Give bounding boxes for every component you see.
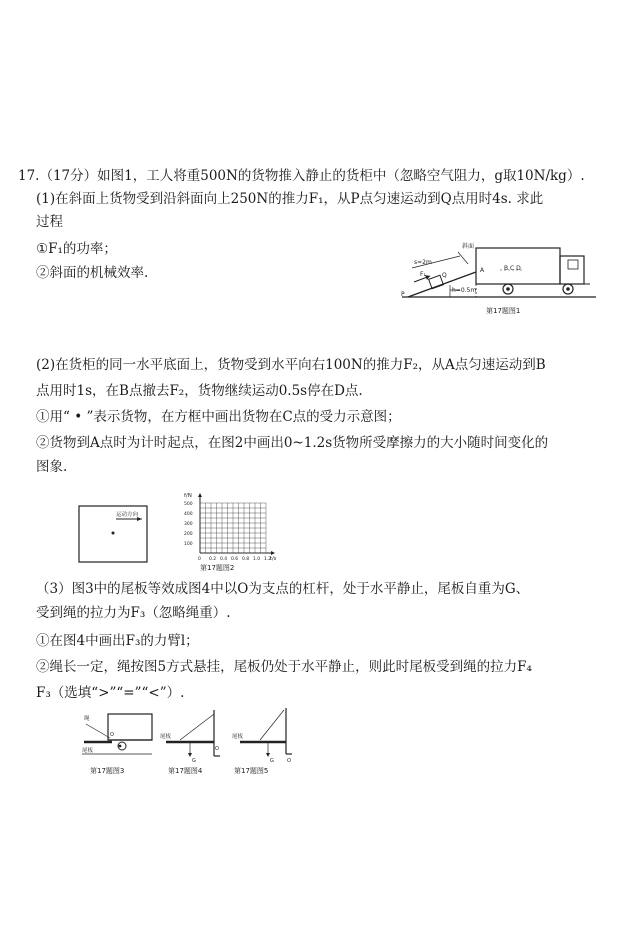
part3-item2-line2: F₃（选填“>”“=”“<”）.: [36, 685, 185, 701]
y-tick-label: 200: [184, 532, 193, 537]
figure-4-drawing: [160, 708, 222, 766]
part1-item1: ①F₁的功率；: [36, 241, 117, 257]
y-tick-label: 300: [184, 522, 193, 527]
force-box-drawing: [78, 505, 148, 563]
cargo-dot: [112, 532, 115, 535]
fig3-label-rope: 绳: [84, 716, 90, 722]
fig4-label-g: G: [192, 758, 196, 764]
x-tick-label: 0.4: [220, 557, 228, 562]
y-tick-label: 400: [184, 512, 193, 517]
part3-item1: ①在图4中画出F₃的力臂l；: [36, 633, 199, 649]
fig1-label-slope: 斜面: [462, 243, 475, 250]
part2-item1: ①用“ • ”表示货物，在方框中画出货物在C点的受力示意图；: [36, 409, 401, 425]
x-tick-label: 0.6: [231, 557, 239, 562]
figure-5-caption: 第17题图5: [234, 767, 269, 775]
part3-line2: 受到绳的拉力为F₃（忽略绳重）.: [36, 605, 231, 621]
x-tick-label: 1.0: [253, 557, 261, 562]
y-tick-label: 500: [184, 502, 193, 507]
fig5-label-g: G: [270, 758, 274, 764]
fig1-label-a: A: [480, 267, 485, 274]
fig1-label-s: s=2m: [414, 259, 432, 266]
figure-4-caption: 第17题图4: [168, 767, 203, 775]
y-axis-label: f/N: [184, 493, 192, 499]
part2-line1: (2)在货柜的同一水平底面上，货物受到水平向右100N的推力F₂，从A点匀速运动到B: [36, 357, 546, 373]
figure-5: [228, 706, 294, 766]
part2-item2-line1: ②货物到A点时为计时起点，在图2中画出0~1.2s货物所受摩擦力的大小随时间变化的: [36, 435, 549, 451]
fig3-label-tail: 尾板: [82, 748, 94, 754]
x-tick-label: 0: [198, 557, 201, 562]
figure-2-drawing: [182, 490, 280, 564]
x-tick-label: 0.2: [209, 557, 217, 562]
force-diagram-box: [78, 505, 148, 563]
part1-line1: (1)在斜面上货物受到沿斜面向上250N的推力F₁，从P点匀速运动到Q点用时4s. 求此: [36, 191, 544, 207]
fig4-label-tail: 尾板: [160, 734, 172, 740]
y-tick-label: 100: [184, 542, 193, 547]
x-tick-label: 1.2: [264, 557, 272, 562]
figure-1-caption: 第17题图1: [486, 307, 521, 315]
fig1-label-f1: F₁: [420, 271, 426, 278]
part2-line2: 点用时1s，在B点撤去F₂，货物继续运动0.5s停在D点.: [36, 383, 363, 399]
figure-2-caption: 第17题图2: [200, 564, 235, 572]
fig5-label-tail: 尾板: [232, 734, 244, 740]
figure-5-drawing: [228, 706, 294, 766]
question-stem: 17.（17分）如图1，工人将重500N的货物推入静止的货柜中（忽略空气阻力，g取10N/kg）.: [18, 168, 585, 184]
x-axis-label: t/s: [270, 556, 277, 562]
part3-line1: （3）图3中的尾板等效成图4中以O为支点的杠杆，处于水平静止，尾板自重为G、: [36, 581, 530, 597]
part1-line2: 过程: [36, 214, 63, 230]
figure-2-graph: [182, 490, 280, 564]
fig5-label-o: O: [287, 758, 291, 764]
fig1-label-bcd: B C D: [504, 265, 521, 272]
part1-item2: ②斜面的机械效率.: [36, 265, 149, 281]
figure-3-caption: 第17题图3: [90, 767, 125, 775]
fig1-label-h: h=0.5m: [452, 287, 477, 294]
part2-item2-line2: 图象.: [36, 459, 68, 475]
fig1-label-q: Q: [442, 272, 447, 279]
figure-3-drawing: [80, 710, 156, 766]
direction-label: 运动方向: [116, 512, 139, 518]
x-tick-label: 0.8: [242, 557, 250, 562]
fig3-label-o: O: [110, 732, 114, 738]
fig1-label-p: P: [401, 291, 405, 298]
figure-3: [80, 710, 156, 766]
figure-4: [160, 708, 222, 766]
fig4-label-o: O: [215, 746, 219, 752]
part3-item2-line1: ②绳长一定，绳按图5方式悬挂，尾板仍处于水平静止，则此时尾板受到绳的拉力F₄: [36, 659, 532, 675]
